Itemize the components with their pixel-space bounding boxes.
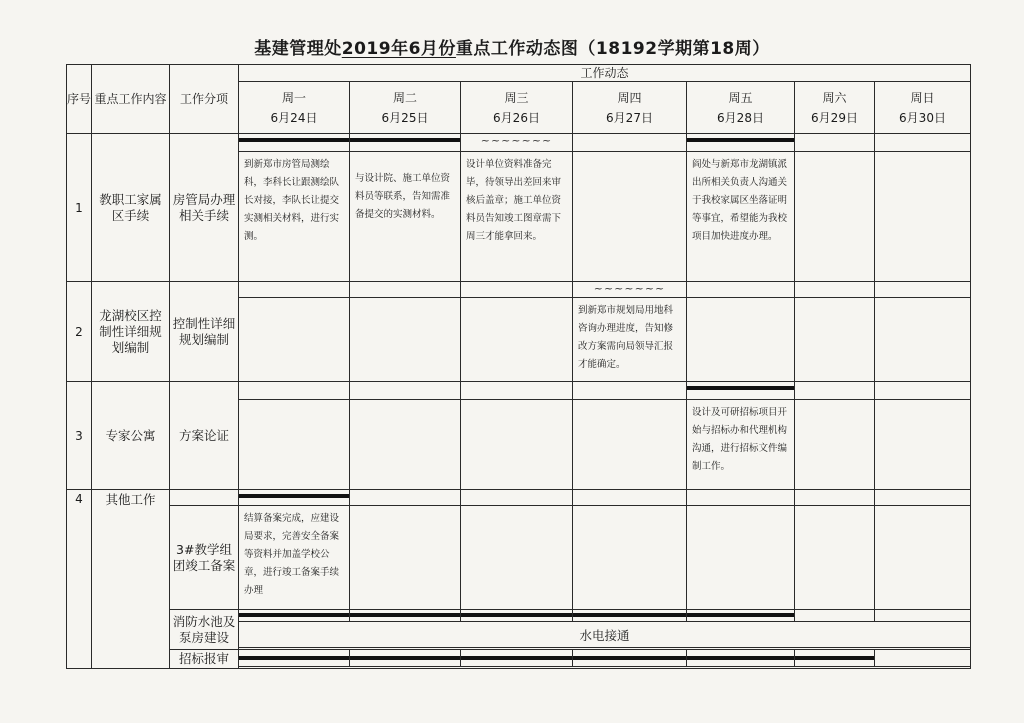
row1-task: 教职工家属区手续: [92, 134, 170, 282]
progress-bar: [239, 650, 350, 667]
day-header-tue: 周二 6月25日: [350, 82, 461, 134]
progress-wave: ~~~~~~~: [573, 282, 687, 298]
progress-bar: [239, 134, 350, 152]
day-header-mon: 周一 6月24日: [239, 82, 350, 134]
progress-bar: [687, 610, 795, 622]
row3-task: 专家公寓: [92, 382, 170, 490]
row3-num: 3: [67, 382, 92, 490]
row4-sub3: 招标报审: [170, 650, 239, 669]
progress-bar: [350, 134, 461, 152]
row1-num: 1: [67, 134, 92, 282]
row4-sub2: 消防水池及泵房建设: [170, 610, 239, 650]
progress-bar: [687, 650, 795, 667]
row4-num: 4: [67, 490, 92, 669]
row1-mon-note: 到新郑市房管局测绘科，李科长让跟测绘队长对接，李队长让提交实测相关材料，进行实测。: [239, 152, 350, 282]
row4-task: 其他工作: [92, 490, 170, 669]
row2-thu-note: 到新郑市规划局用地科咨询办理进度，告知修改方案需向局领导汇报才能确定。: [573, 298, 687, 382]
row3-subtask: 方案论证: [170, 382, 239, 490]
row1-fri-note: 阎处与新郑市龙湖镇派出所相关负责人沟通关于我校家属区坐落证明等事宜，希望能为我校项目加快进度办理。: [687, 152, 795, 282]
day-header-thu: 周四 6月27日: [573, 82, 687, 134]
row4-sub2-note: 水电接通: [239, 622, 971, 648]
day-header-sat: 周六 6月29日: [795, 82, 875, 134]
progress-wave: ~~~~~~~: [461, 134, 573, 152]
row2-task: 龙湖校区控制性详细规划编制: [92, 282, 170, 382]
row4-sub1: 3#教学组团竣工备案: [170, 506, 239, 610]
row3-fri-note: 设计及可研招标项目开始与招标办和代理机构沟通，进行招标文件编制工作。: [687, 400, 795, 490]
day-header-fri: 周五 6月28日: [687, 82, 795, 134]
header-task: 重点工作内容: [92, 65, 170, 134]
row4-sub1-mon-note: 结算备案完成，应建设局要求，完善安全备案等资料并加盖学校公章，进行竣工备案手续办理: [239, 506, 350, 610]
row2-subtask: 控制性详细规划编制: [170, 282, 239, 382]
progress-bar: [350, 650, 461, 667]
header-seq: 序号: [67, 65, 92, 134]
progress-bar: [239, 610, 350, 622]
progress-bar: [687, 382, 795, 400]
progress-bar: [350, 610, 461, 622]
row1-wed-note: 设计单位资料准备完毕，待领导出差回来审核后盖章；施工单位资料员告知竣工图章需下周三才能拿回来。: [461, 152, 573, 282]
day-header-wed: 周三 6月26日: [461, 82, 573, 134]
page-title: 基建管理处2019年6月份重点工作动态图（18192学期第18周）: [254, 39, 770, 59]
header-subtask: 工作分项: [170, 65, 239, 134]
progress-bar: [239, 490, 350, 506]
header-dynamics: 工作动态: [239, 65, 971, 82]
row1-subtask: 房管局办理相关手续: [170, 134, 239, 282]
progress-bar: [573, 650, 687, 667]
progress-bar: [573, 610, 687, 622]
day-header-sun: 周日 6月30日: [875, 82, 971, 134]
progress-bar: [461, 610, 573, 622]
progress-bar: [461, 650, 573, 667]
row1-tue-note: 与设计院、施工单位资料员等联系，告知需准备提交的实测材料。: [350, 152, 461, 282]
progress-bar: [795, 650, 875, 667]
progress-bar: [687, 134, 795, 152]
work-dynamics-table: [66, 64, 971, 669]
row2-num: 2: [67, 282, 92, 382]
